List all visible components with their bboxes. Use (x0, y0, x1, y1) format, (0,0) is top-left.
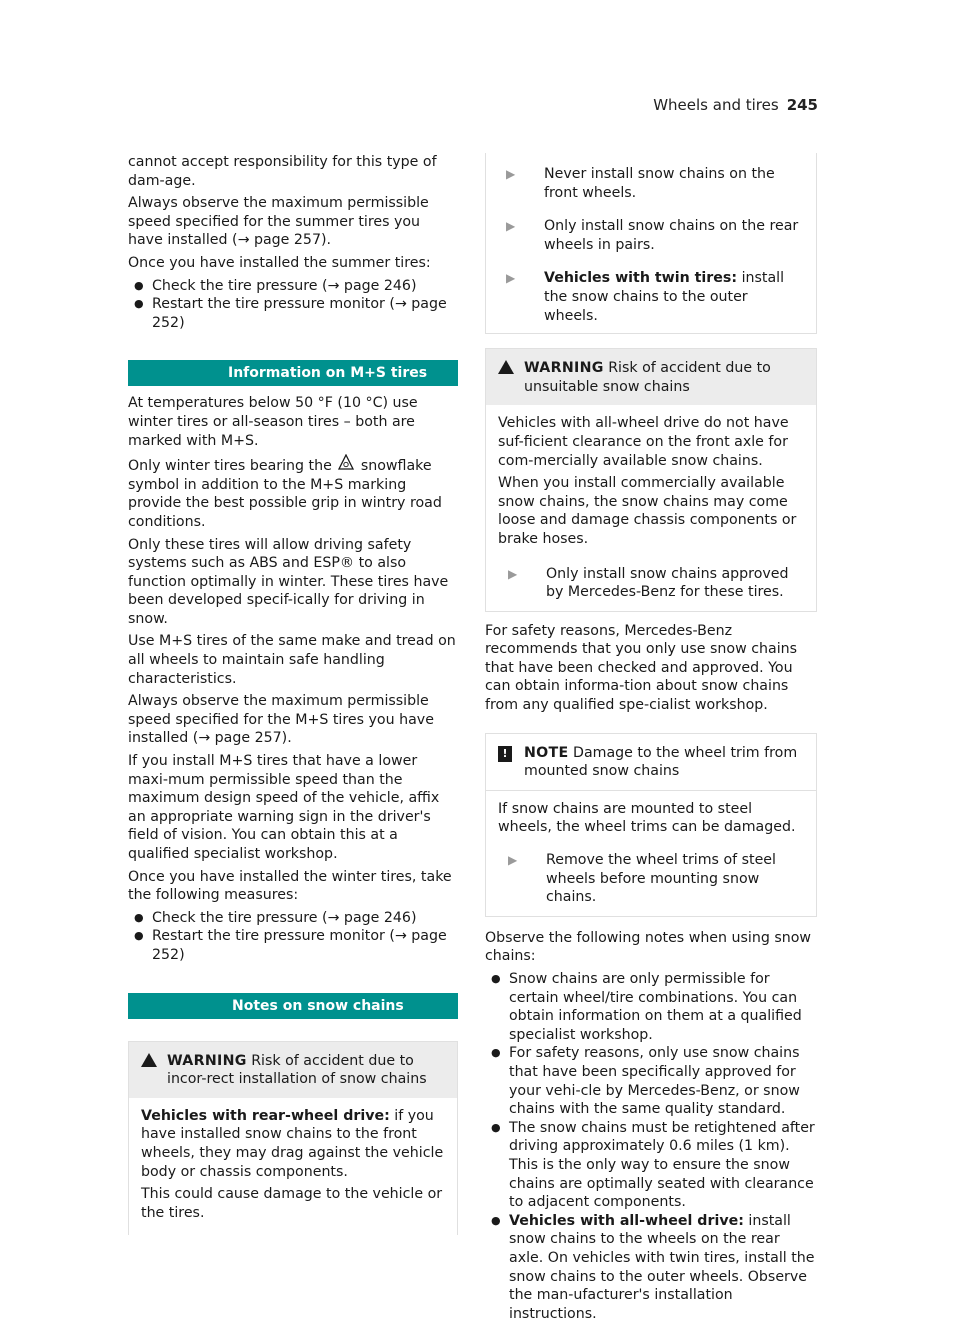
note-label: NOTE (524, 744, 569, 761)
paragraph: cannot accept responsibility for this type of dam-age. (128, 154, 437, 189)
right-column (485, 153, 817, 1327)
snowflake-mountain-icon (336, 454, 356, 476)
list-item: ● Check the tire pressure (→ page 246) (134, 277, 417, 294)
note-header: ! NOTE Damage to the wheel trim from mounted snow chains (486, 734, 816, 790)
list-item: ● Check the tire pressure (→ page 246) (134, 909, 417, 926)
note-box (485, 733, 817, 917)
warning-label: WARNING (167, 1052, 247, 1069)
running-header (653, 96, 818, 115)
warning-box (128, 1041, 458, 1236)
warning-label: WARNING (524, 360, 604, 377)
list-item: ● Restart the tire pressure monitor (→ page 252) (134, 296, 447, 331)
page-number: 245 (786, 96, 818, 114)
note-body: If snow chains are mounted to steel wheels, the wheel trims can be damaged. ▶ Remove the wheel trims of steel wheels before mounting snow chains. (486, 791, 816, 916)
bullet-icon: ● (134, 297, 144, 311)
action-step: ▶ Only install snow chains approved by Mercedes-Benz for these tires. (498, 565, 804, 602)
paragraph: For safety reasons, Mercedes-Benz recommends that you only use snow chains that have been checked and approved. You can obtain informa-tion about snow chains from any qualified spe-cialist workshop. (485, 622, 798, 714)
bullet-icon: ● (134, 929, 144, 943)
bullet-icon: ● (491, 1120, 501, 1134)
bullet-list (128, 909, 458, 965)
step-arrow-icon: ▶ (506, 271, 516, 286)
note-icon: ! (498, 746, 512, 762)
paragraph: Only these tires will allow driving safety systems such as ABS and ESP® to also function optimally in winter. These tires have been developed specif-ically for driving in snow. (128, 536, 449, 627)
bullet-icon: ● (491, 1046, 501, 1060)
paragraph: Always observe the maximum permissible speed specified for the summer tires you have installed (→ page 257). (128, 195, 429, 249)
warning-box (485, 348, 817, 612)
action-step: ▶ Only install snow chains on the rear wheels in pairs. (496, 217, 806, 254)
bullet-list (128, 277, 458, 333)
list-item: ● Restart the tire pressure monitor (→ page 252) (134, 928, 447, 963)
paragraph: Only winter tires bearing the snowflake symbol in addition to the M+S marking provide the best possible grip in wintry road conditions. (128, 454, 458, 531)
bullet-icon: ● (491, 1213, 501, 1227)
section-heading-ms-tires: Information on M+S tires (128, 360, 458, 386)
warning-icon (141, 1053, 157, 1067)
paragraph: Always observe the maximum permissible speed specified for the M+S tires you have installed (→ page 257). (128, 693, 434, 747)
action-step: ▶ Vehicles with twin tires: install the snow chains to the outer wheels. (496, 269, 806, 325)
list-item: ● Snow chains are only permissible for certain wheel/tire combinations. You can obtain information on them at a qualified specialist workshop. (491, 971, 802, 1043)
warning-header: WARNING Risk of accident due to incor-rect installation of snow chains (129, 1042, 457, 1098)
step-arrow-icon: ▶ (508, 853, 518, 868)
paragraph: Once you have installed the summer tires: (128, 254, 431, 271)
warning-header: WARNING Risk of accident due to unsuitable snow chains (486, 349, 816, 405)
bullet-icon: ● (134, 910, 144, 924)
paragraph: If you install M+S tires that have a lower maxi-mum permissible speed than the maximum design speed of the vehicle, affix an appropriate warning sign in the driver's field of vision. You can obtain this at a qualified specialist workshop. (128, 753, 440, 862)
warning-body: Vehicles with rear-wheel drive: if you have installed snow chains to the front wheels, they may drag against the vehicle body or chassis components. This could cause damage to the vehicle or the tires. (141, 1107, 444, 1221)
section-heading-snow-chains: Notes on snow chains (128, 993, 458, 1019)
bullet-icon: ● (134, 278, 144, 292)
step-arrow-icon: ▶ (508, 566, 518, 581)
list-item: ● For safety reasons, only use snow chains that have been specifically approved for your vehi-cle by Mercedes-Benz, or snow chains with the same quality standard. (491, 1045, 800, 1118)
header-title: Wheels and tires (653, 96, 779, 114)
left-column (128, 153, 458, 1235)
paragraph: At temperatures below 50 °F (10 °C) use winter tires or all-season tires – both are marked with M+S. (128, 395, 418, 449)
warning-icon (498, 360, 514, 374)
warning-body: Vehicles with all-wheel drive do not have suf-ficient clearance on the front axle for com-mercially available snow chains. When you install commercially available snow chains, the snow chains may come loose and damage chassis components or brake hoses. ▶ Only install snow chains approved by Mercedes-Benz for these tires. (486, 405, 816, 610)
bullet-icon: ● (491, 972, 501, 985)
step-arrow-icon: ▶ (506, 219, 516, 234)
bullet-list (485, 970, 817, 1323)
action-step: ▶ Remove the wheel trims of steel wheels before mounting snow chains. (498, 851, 804, 907)
paragraph: Use M+S tires of the same make and tread on all wheels to maintain safe handling characteristics. (128, 633, 456, 687)
list-item: ● The snow chains must be retightened after driving approximately 0.6 miles (1 km). This is the only way to ensure the snow chains are optimally seated with clearance to adjacent components. (491, 1119, 815, 1211)
paragraph: Once you have installed the winter tires, take the following measures: (128, 868, 452, 904)
warning-continued-box (485, 153, 817, 334)
paragraph: Observe the following notes when using snow chains: (485, 929, 812, 965)
step-arrow-icon: ▶ (506, 167, 516, 181)
list-item: ● Vehicles with all-wheel drive: install snow chains to the wheels on the rear axle. On vehicles with twin tires, install the snow chains to the outer wheels. Observe the man-ufacturer's installation instructions. (491, 1212, 815, 1322)
action-step: ▶ Never install snow chains on the front wheels. (496, 165, 806, 202)
